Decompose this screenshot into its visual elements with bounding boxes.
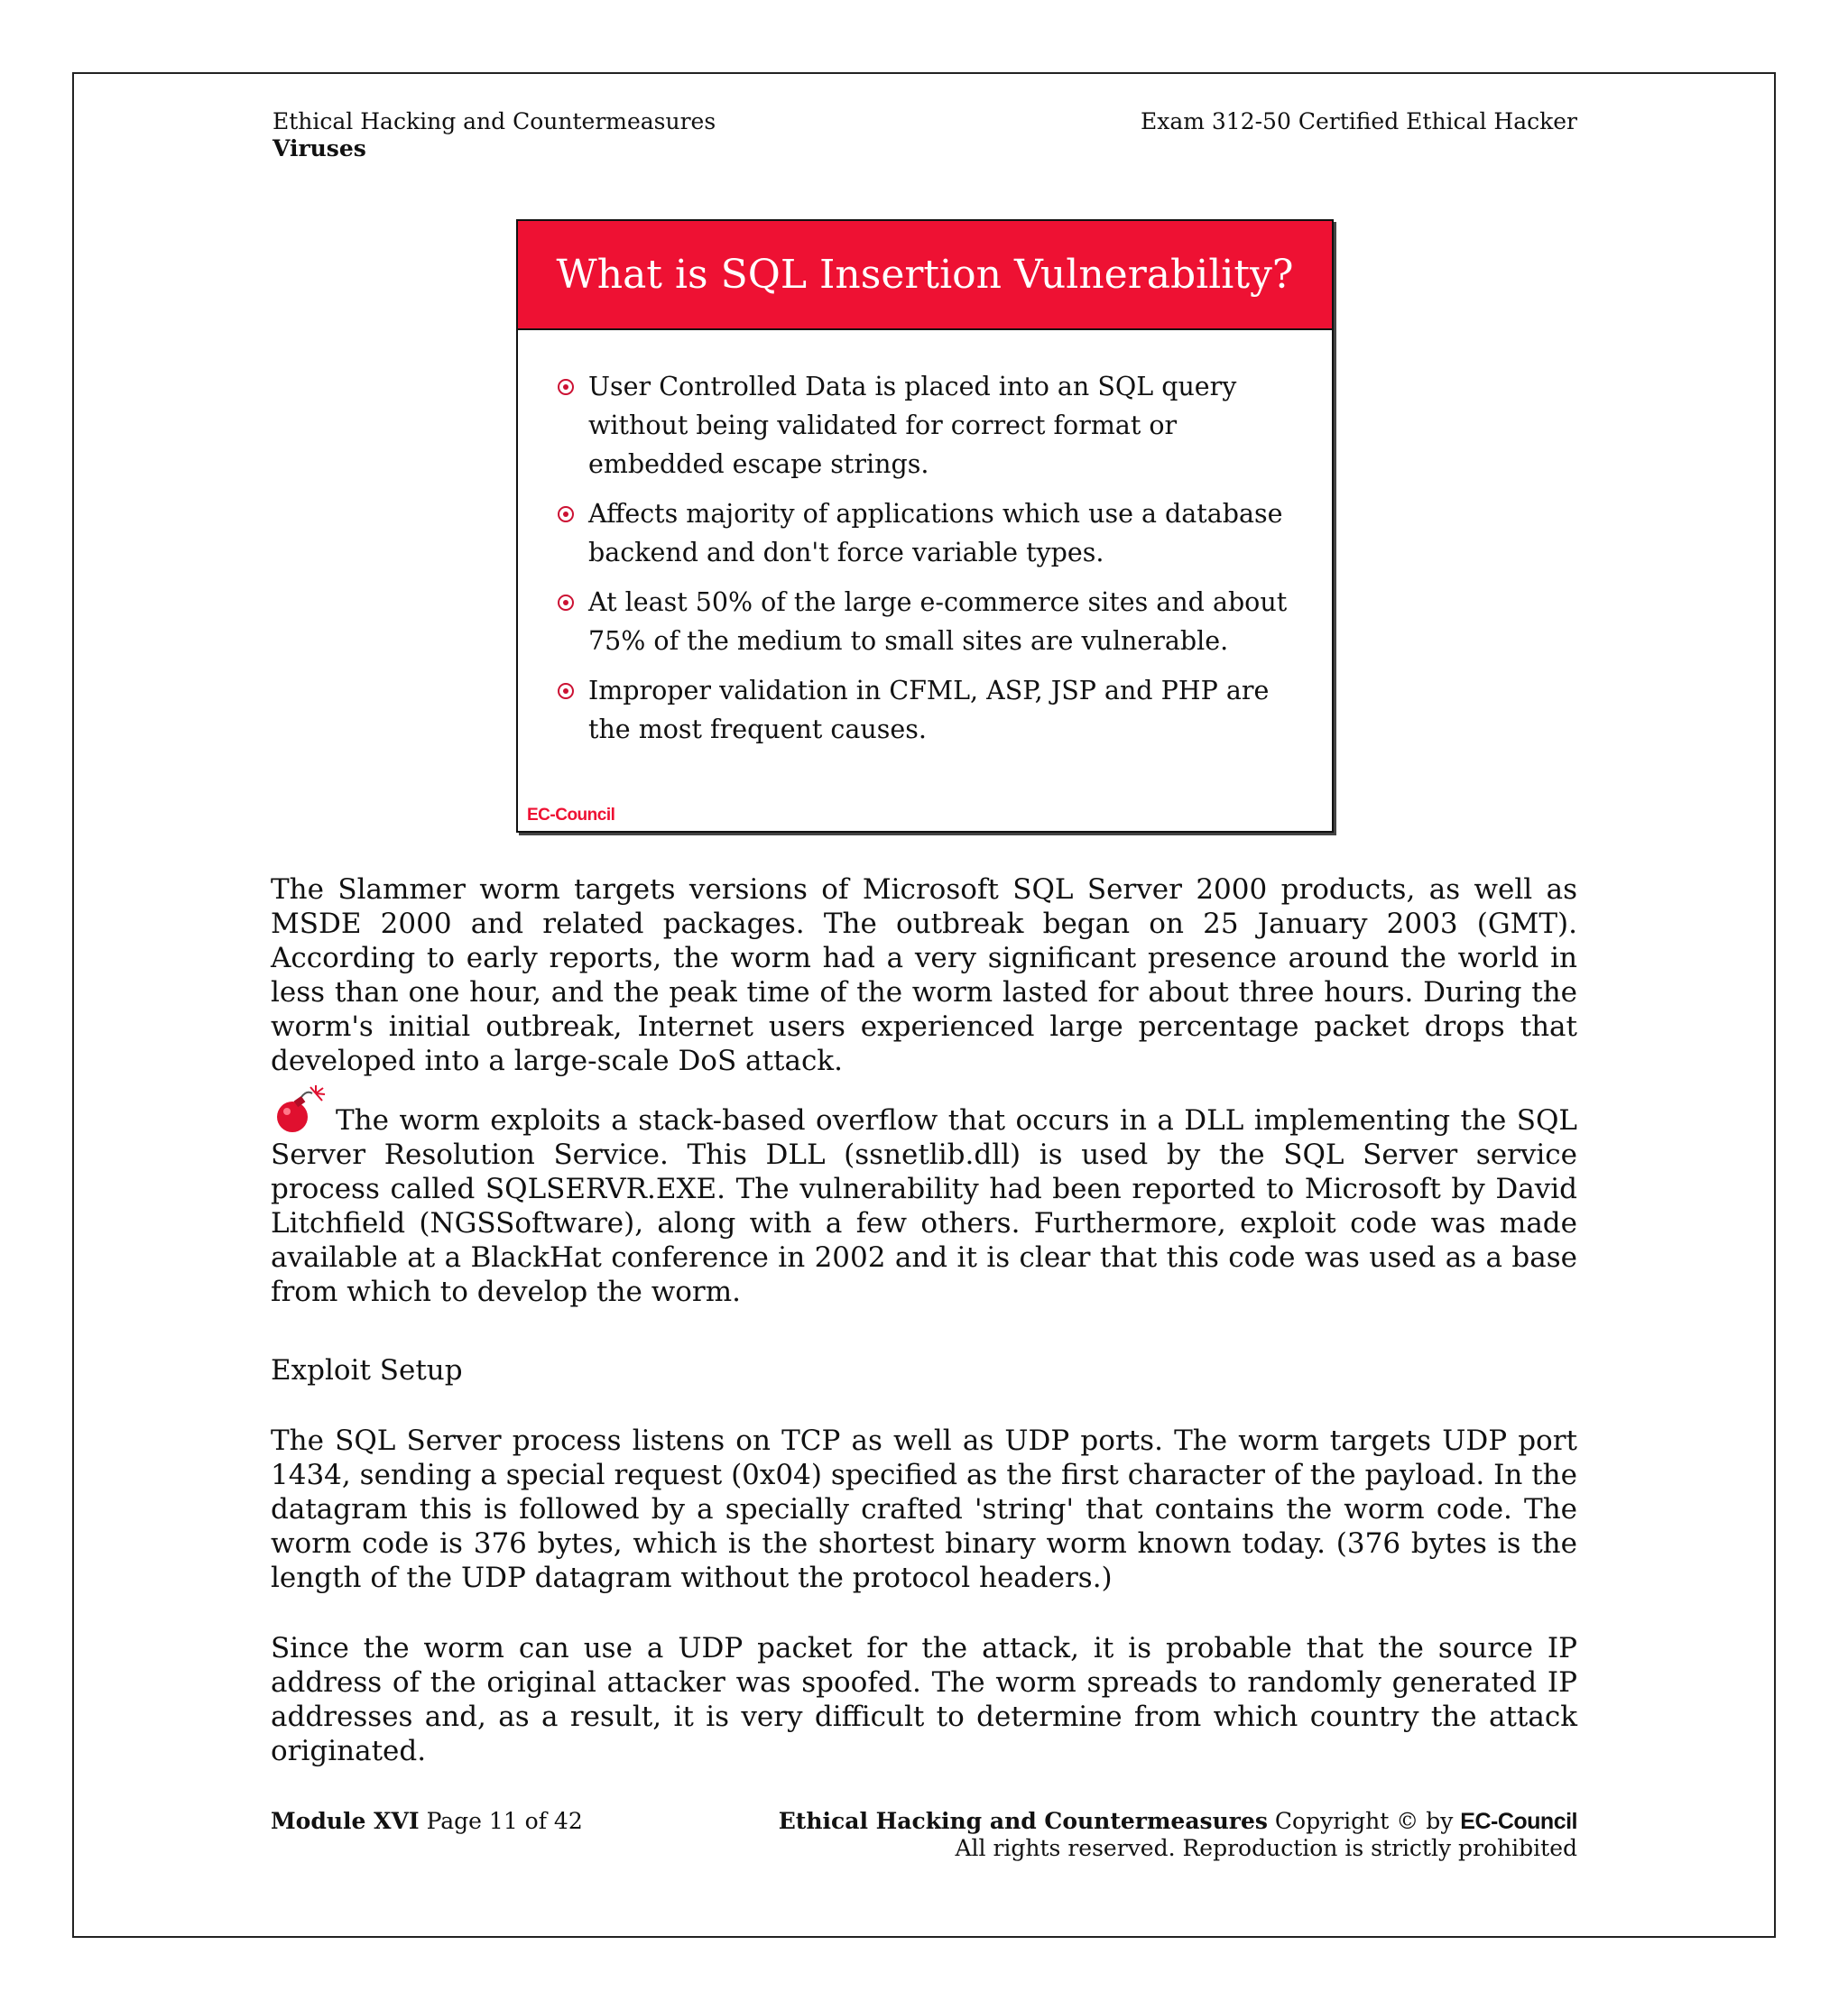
paragraph-stack-overflow bbox=[271, 1084, 1577, 1309]
bullet-icon bbox=[558, 671, 588, 710]
page-header-left bbox=[273, 108, 716, 162]
page-footer-right bbox=[779, 1808, 1577, 1862]
footer-copyright: Copyright © by bbox=[1274, 1808, 1454, 1834]
paragraph-udp-spoofing: Since the worm can use a UDP packet for the attack, it is probable that the source IP address of the original attacker was spoofed. The worm spreads to randomly generated IP addresses and, as a result, it is very difficult to determine from which country the attack originated. bbox=[271, 1632, 1577, 1767]
slide-title: What is SQL Insertion Vulnerability? bbox=[518, 221, 1332, 330]
footer-module: Module XVI bbox=[271, 1808, 420, 1834]
topic-title: Viruses bbox=[273, 135, 366, 161]
paragraph-stack-overflow-text: The worm exploits a stack-based overflow that occurs in a DLL implementing the SQL Server Resolution Service. This DLL (ssnetlib.dll) is used by the SQL Server service process called SQLSERVR.EXE. The vulnerability had been reported to Microsoft by David Litchfield (NGSSoftware), along with a few others. Furthermore, exploit code was made available at a BlackHat conference in 2002 and it is clear that this code was used as a base from which to develop the worm. bbox=[271, 1104, 1577, 1308]
bullet-icon bbox=[558, 494, 588, 533]
course-title: Ethical Hacking and Countermeasures bbox=[273, 108, 716, 134]
slide-bullet bbox=[558, 367, 1307, 484]
slide-bullet-text: User Controlled Data is placed into an SQL query without being validated for correct format or embedded escape strings. bbox=[588, 372, 1237, 479]
footer-page-number: Page 11 of 42 bbox=[426, 1808, 583, 1834]
footer-rights: All rights reserved. Reproduction is strictly prohibited bbox=[955, 1835, 1577, 1861]
bullet-icon bbox=[558, 583, 588, 622]
slide-bullet bbox=[558, 671, 1307, 749]
slide-bullet-list bbox=[558, 367, 1307, 760]
bullet-icon bbox=[558, 367, 588, 406]
paragraph-exploit-setup: The SQL Server process listens on TCP as well as UDP ports. The worm targets UDP port 1434, sending a special request (0x04) specified as the first character of the payload. In the datagram this is followed by a specially crafted 'string' that contains the worm code. The worm code is 376 bytes, which is the shortest binary worm known today. (376 bytes is the length of the UDP datagram without the protocol headers.) bbox=[271, 1425, 1577, 1594]
exam-title: Exam 312-50 Certified Ethical Hacker bbox=[1140, 108, 1577, 134]
footer-course: Ethical Hacking and Countermeasures bbox=[778, 1808, 1268, 1834]
section-heading: Exploit Setup bbox=[271, 1354, 463, 1387]
slide-brand-logo: EC-Council bbox=[527, 806, 615, 825]
page-footer-left bbox=[271, 1808, 583, 1835]
bomb-icon bbox=[271, 1084, 336, 1135]
footer-brand-logo: EC-Council bbox=[1460, 1809, 1577, 1834]
slide-bullet-text: At least 50% of the large e-commerce sites and about 75% of the medium to small sites are vulnerable. bbox=[588, 587, 1288, 656]
slide-bullet bbox=[558, 494, 1307, 572]
paragraph-slammer-intro: The Slammer worm targets versions of Microsoft SQL Server 2000 products, as well as MSDE 2000 and related packages. The outbreak began on 25 January 2003 (GMT). According to early reports, the worm had a very significant presence around the world in less than one hour, and the peak time of the worm lasted for about three hours. During the worm's initial outbreak, Internet users experienced large percentage packet drops that developed into a large-scale DoS attack. bbox=[271, 873, 1577, 1077]
slide-bullet-text: Affects majority of applications which use a database backend and don't force variable types. bbox=[588, 499, 1283, 567]
slide-figure bbox=[516, 219, 1334, 833]
slide-bullet-text: Improper validation in CFML, ASP, JSP and PHP are the most frequent causes. bbox=[588, 676, 1270, 744]
slide-bullet bbox=[558, 583, 1307, 660]
